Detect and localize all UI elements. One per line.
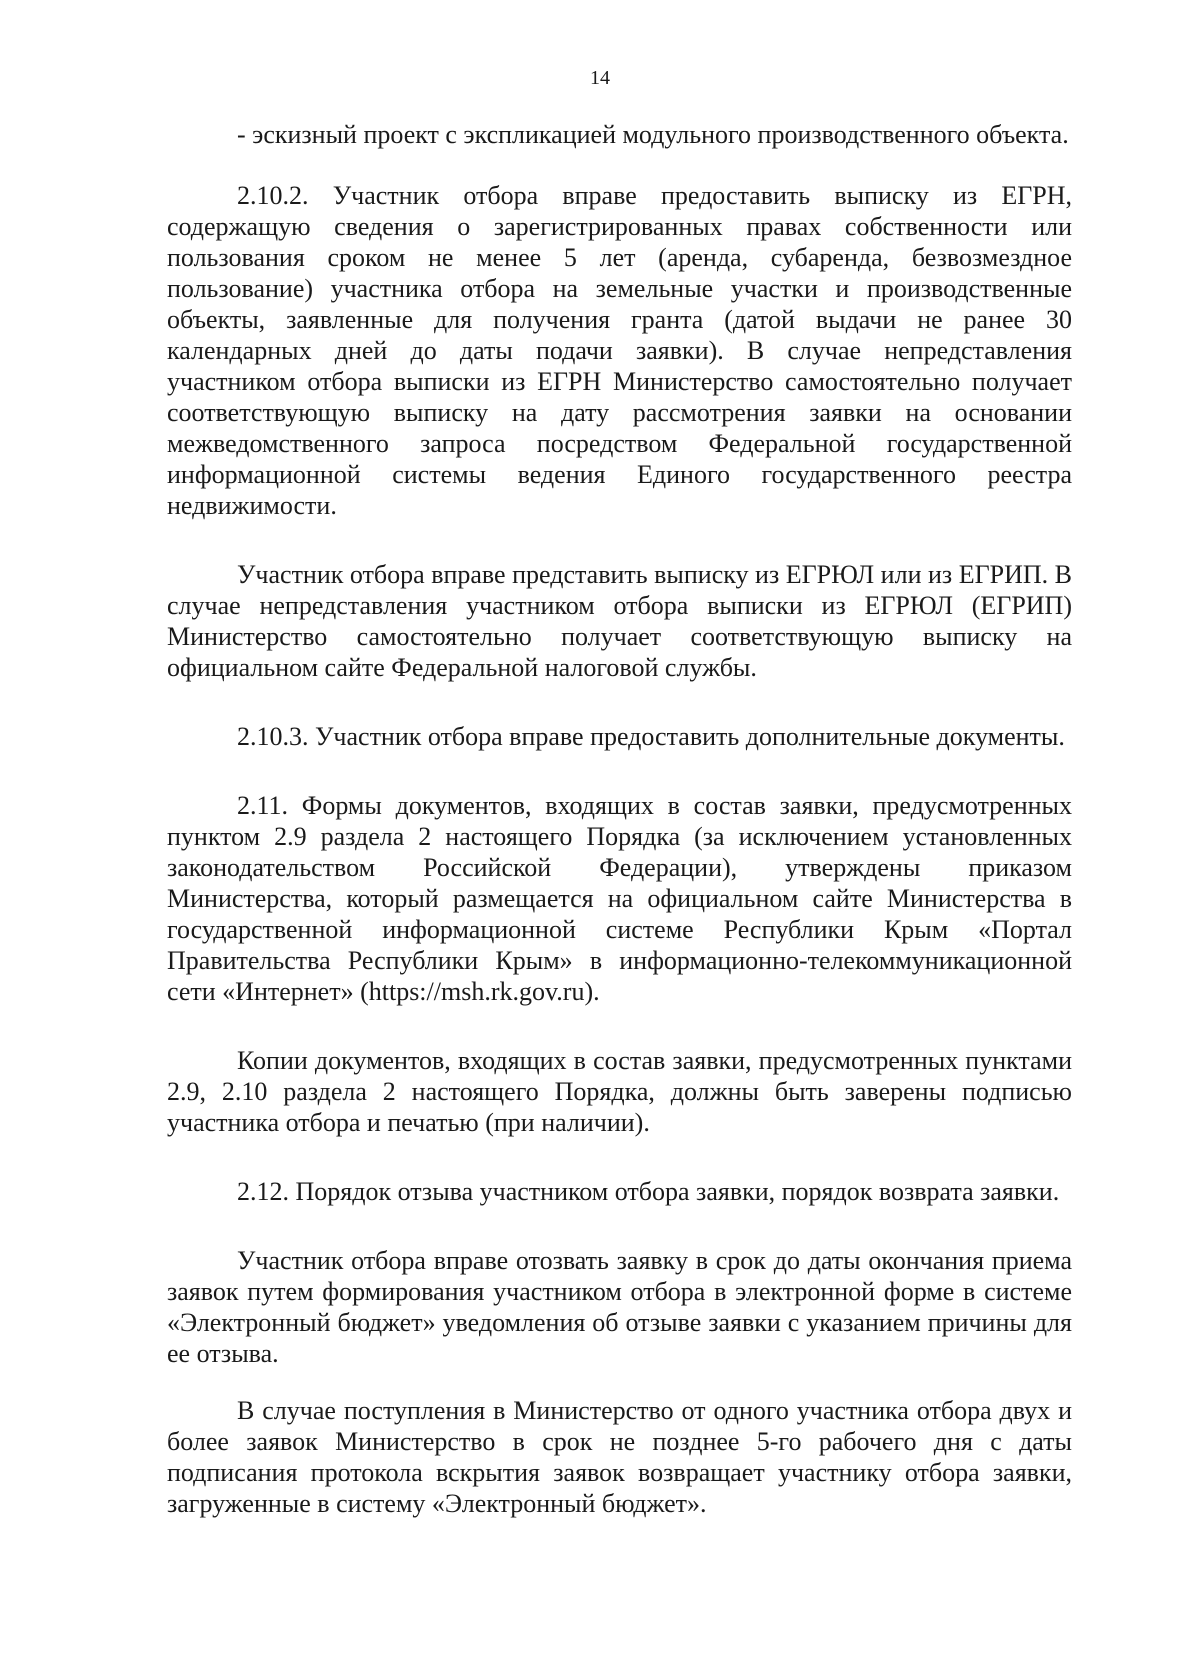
paragraph-egrul-extract: Участник отбора вправе представить выписку из ЕГРЮЛ или из ЕГРИП. В случае непредставления участником отбора выписки из ЕГРЮЛ (ЕГРИП) Министерство самостоятельно получает соответствующую выписку на официальном сайте Федеральной налоговой службы. bbox=[167, 560, 1072, 682]
paragraph-document-copies: Копии документов, входящих в состав заявки, предусмотренных пунктами 2.9, 2.10 раздела 2 настоящего Порядка, должны быть заверены подписью участника отбора и печатью (при наличии). bbox=[167, 1046, 1072, 1137]
paragraph-return-applications: В случае поступления в Министерство от одного участника отбора двух и более заявок Министерство в срок не позднее 5-го рабочего дня с даты подписания протокола вскрытия заявок возвращает участнику отбора заявки, загруженные в систему «Электронный бюджет». bbox=[167, 1396, 1072, 1518]
paragraph-withdrawal: Участник отбора вправе отозвать заявку в срок до даты окончания приема заявок путем формирования участником отбора в электронной форме в системе «Электронный бюджет» уведомления об отзыве заявки с указанием причины для ее отзыва. bbox=[167, 1246, 1072, 1368]
paragraph-2-12: 2.12. Порядок отзыва участником отбора заявки, порядок возврата заявки. bbox=[237, 1177, 1060, 1206]
paragraph-2-10-2: 2.10.2. Участник отбора вправе предоставить выписку из ЕГРН, содержащую сведения о зарегистрированных правах собственности или пользования сроком не менее 5 лет (аренда, субаренда, безвозмездное пользование) участника отбора на земельные участки и производственные объекты, заявленные для получения гранта (датой выдачи не ранее 30 календарных дней до даты подачи заявки). В случае непредставления участником отбора выписки из ЕГРН Министерство самостоятельно получает соответствующую выписку на дату рассмотрения заявки на основании межведомственного запроса посредством Федеральной государственной информационной системы ведения Единого государственного реестра недвижимости. bbox=[167, 181, 1072, 520]
paragraph-2-10-3: 2.10.3. Участник отбора вправе предоставить дополнительные документы. bbox=[237, 722, 1065, 751]
page-number: 14 bbox=[590, 67, 610, 89]
paragraph-sketch-project: - эскизный проект с экспликацией модульного производственного объекта. bbox=[237, 120, 1069, 149]
document-body bbox=[167, 119, 1072, 1519]
paragraph-2-11: 2.11. Формы документов, входящих в состав заявки, предусмотренных пунктом 2.9 раздела 2 настоящего Порядка (за исключением установленных законодательством Российской Федерации), утверждены приказом Министерства, который размещается на официальном сайте Министерства в государственной информационной системе Республики Крым «Портал Правительства Республики Крым» в информационно-телекоммуникационной сети «Интернет» (https://msh.rk.gov.ru). bbox=[167, 791, 1072, 1006]
